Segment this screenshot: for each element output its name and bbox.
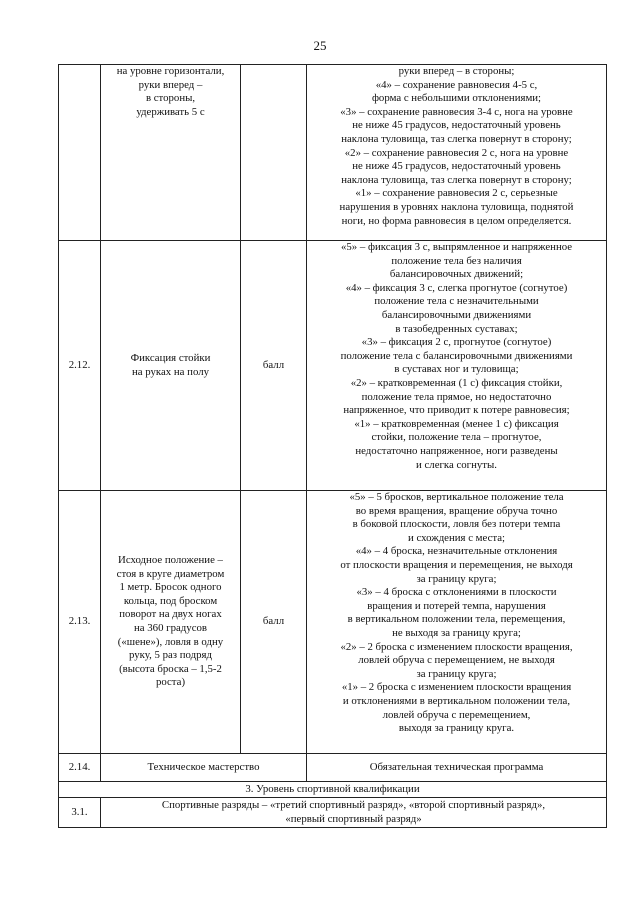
norm-line: не ниже 45 градусов, недостаточный уровень bbox=[352, 119, 561, 132]
norm-line: вращения и потерей темпа, нарушения bbox=[367, 599, 546, 612]
norm-line: напряженное, что приводит к потере равновесия; bbox=[343, 404, 570, 417]
norm-line: ноги, но форма равновесия в целом определяется. bbox=[341, 214, 572, 227]
table-row bbox=[59, 798, 607, 828]
norm-line: «1» – кратковременная (менее 1 с) фиксация bbox=[354, 417, 559, 430]
row-number bbox=[59, 65, 101, 241]
unit bbox=[241, 65, 307, 241]
norm-line: «1» – 2 броска с изменением плоскости вращения bbox=[341, 681, 572, 694]
norm-line: форма с небольшими отклонениями; bbox=[371, 92, 542, 105]
norm-line: балансировочных движений; bbox=[389, 268, 524, 281]
norm-line: в боковой плоскости, ловля без потери темпа bbox=[352, 518, 561, 531]
norm-line: в вертикальном положении тела, перемещения, bbox=[347, 613, 566, 626]
norm-line: «3» – фиксация 2 с, прогнутое (согнутое) bbox=[361, 336, 552, 349]
norm-line: ловлей обруча с перемещением, не выходя bbox=[358, 654, 555, 667]
norm-line: наклона туловища, таз слегка повернут в сторону; bbox=[341, 132, 572, 145]
norm-line: за границу круга; bbox=[416, 572, 497, 585]
norm-line: стойки, положение тела – прогнутое, bbox=[371, 431, 542, 444]
norm-line: и слегка согнуты. bbox=[416, 458, 497, 471]
norm-line: «2» – кратковременная (1 с) фиксация стойки, bbox=[350, 376, 563, 389]
norm-line: «2» – сохранение равновесия 2 с, нога на уровне bbox=[344, 146, 569, 159]
norm-line: положение тела с балансировочными движениями bbox=[340, 349, 573, 362]
norm-line: в тазобедренных суставах; bbox=[395, 322, 518, 335]
row-number: 2.12. bbox=[59, 241, 101, 491]
norm-line: «5» – 5 бросков, вертикальное положение тела bbox=[349, 491, 564, 503]
norm-line: наклона туловища, таз слегка повернут в сторону; bbox=[341, 173, 572, 186]
table-row bbox=[59, 241, 607, 491]
norm-line: недостаточно напряженное, ноги разведены bbox=[355, 444, 558, 457]
norm-line: «5» – фиксация 3 с, выпрямленное и напряженное bbox=[340, 241, 573, 253]
norm-line: за границу круга; bbox=[416, 667, 497, 680]
section-title: 3. Уровень спортивной квалификации bbox=[59, 782, 607, 798]
norm-description bbox=[307, 491, 607, 754]
norm-line: «3» – сохранение равновесия 3-4 с, нога на уровне bbox=[340, 105, 573, 118]
row-number: 2.14. bbox=[59, 754, 101, 782]
norm-line: и схождения с места; bbox=[407, 531, 506, 544]
norm-line: выходя за границу круга. bbox=[398, 722, 515, 735]
norm-description: Обязательная техническая программа bbox=[307, 754, 607, 782]
norm-line: положение тела с незначительными bbox=[374, 295, 539, 308]
table-row bbox=[59, 491, 607, 754]
norm-line: в суставах ног и туловища; bbox=[394, 363, 519, 376]
norm-line: от плоскости вращения и перемещения, не выходя bbox=[340, 558, 573, 571]
norm-line: «4» – сохранение равновесия 4-5 с, bbox=[375, 78, 538, 91]
norm-line: «1» – сохранение равновесия 2 с, серьезные bbox=[355, 187, 558, 200]
norm-line: «3» – 4 броска с отклонениями в плоскости bbox=[356, 586, 557, 599]
table-row bbox=[59, 65, 607, 241]
row-number: 2.13. bbox=[59, 491, 101, 754]
norm-line: «4» – 4 броска, незначительные отклонения bbox=[355, 545, 558, 558]
table-row bbox=[59, 754, 607, 782]
norm-line: не ниже 45 градусов, недостаточный уровень bbox=[352, 160, 561, 173]
norm-line: «4» – фиксация 3 с, слегка прогнутое (согнутое) bbox=[345, 281, 568, 294]
norm-line: ловлей обруча с перемещением, bbox=[382, 708, 531, 721]
norm-line: балансировочными движениями bbox=[381, 308, 532, 321]
page-number: 25 bbox=[313, 38, 327, 53]
test-description: Фиксация стойки на руках на полу bbox=[101, 241, 241, 491]
test-description: Техническое мастерство bbox=[101, 754, 307, 782]
norm-line: нарушения в уровнях наклона туловища, поднятой bbox=[339, 200, 574, 213]
norm-line: не выходя за границу круга; bbox=[392, 626, 521, 639]
norm-line: «2» – 2 броска с изменением плоскости вращения, bbox=[340, 640, 573, 653]
norm-description bbox=[307, 241, 607, 491]
norm-line: и отклонениями в вертикальном положении тела, bbox=[342, 694, 571, 707]
unit: балл bbox=[241, 491, 307, 754]
row-number: 3.1. bbox=[59, 798, 101, 828]
section-header-row bbox=[59, 782, 607, 798]
norm-line: положение тела прямое, но недостаточно bbox=[361, 390, 552, 403]
norm-line: руки вперед – в стороны; bbox=[398, 65, 515, 77]
norms-table bbox=[58, 64, 607, 828]
unit: балл bbox=[241, 241, 307, 491]
qualification-description: Спортивные разряды – «третий спортивный разряд», «второй спортивный разряд», «первый спортивный разряд» bbox=[101, 798, 607, 828]
norm-description bbox=[307, 65, 607, 241]
test-description: Исходное положение – стоя в круге диаметром 1 метр. Бросок одного кольца, под броском поворот на двух ногах на 360 градусов («шене»), ловля в одну руку, 5 раз подряд (высота броска – 1,5-2 роста) bbox=[101, 491, 241, 754]
norm-line: положение тела без наличия bbox=[391, 254, 522, 267]
norm-line: во время вращения, вращение обруча точно bbox=[355, 504, 558, 517]
test-description: на уровне горизонтали, руки вперед – в стороны, удерживать 5 с bbox=[101, 65, 241, 241]
